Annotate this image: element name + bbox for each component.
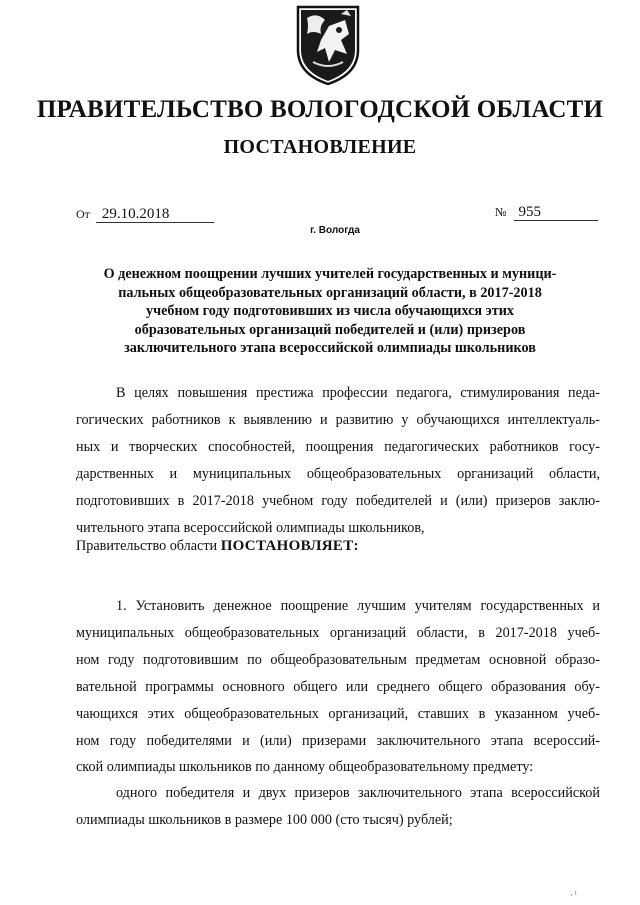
number-field <box>495 204 598 221</box>
subject-line: учебном году подготовивших из числа обучающихся этих <box>145 303 515 320</box>
text-line: В целях повышения престижа профессии педагога, стимулирования педа- <box>116 385 600 401</box>
decree-keyword: ПОСТАНОВЛЯЕТ: <box>220 538 359 554</box>
text-line: ном году победителями и (или) призерами заключительного этапа всероссий- <box>76 732 600 749</box>
subject-line: заключительного этапа всероссийской олимпиады школьников <box>124 340 536 357</box>
text-line: 1. Установить денежное поощрение лучшим учителям государственных и <box>116 598 600 614</box>
text-line: ном году подготовившим по общеобразовательным предметам основной образо- <box>76 651 600 668</box>
date-prefix: От <box>76 207 90 221</box>
subject-line: О денежном поощрении лучших учителей государственных и муници- <box>103 266 557 282</box>
subject-line: пальных общеобразовательных организаций области, в 2017-2018 <box>118 284 542 301</box>
preamble-paragraph <box>76 380 600 541</box>
paragraph-2 <box>76 780 600 834</box>
coat-of-arms-icon <box>295 4 361 86</box>
text-line: дарственных и муниципальных общеобразовательных организаций области, <box>76 465 600 482</box>
text-line: чительного этапа всероссийской олимпиады школьников, <box>76 519 425 536</box>
text-line: ской олимпиады школьников по данному общеобразовательному предмету: <box>76 759 534 776</box>
paragraph-1 <box>76 593 600 781</box>
document-type: ПОСТАНОВЛЕНИЕ <box>223 136 417 158</box>
number-prefix: № <box>495 205 507 219</box>
text-line: подготовивших в 2017-2018 учебном году победителей и (или) призеров заклю- <box>76 492 600 509</box>
text-line: одного победителя и двух призеров заключительного этапа всероссийской <box>116 785 600 801</box>
number-value: 955 <box>514 204 598 221</box>
text-line: гогических работников к выявлению и развитию у обучающихся интеллектуаль- <box>76 411 600 428</box>
date-value: 29.10.2018 <box>96 206 214 223</box>
text-line: ных и творческих способностей, поощрения педагогических работников госу- <box>76 438 600 455</box>
text-line: чающихся этих общеобразовательных организаций, ставших в указанном учеб- <box>76 705 600 722</box>
document-subject <box>70 265 590 358</box>
decree-line <box>76 533 600 560</box>
decree-prefix: Правительство области <box>76 538 218 554</box>
date-field <box>76 206 214 223</box>
subject-line: образовательных организаций победителей и (или) призеров <box>134 321 526 338</box>
text-line: олимпиады школьников в размере 100 000 (сто тысяч) рублей; <box>76 811 453 828</box>
text-line: вательной программы основного общего или среднего общего образования обу- <box>76 678 600 695</box>
government-title: ПРАВИТЕЛЬСТВО ВОЛОГОДСКОЙ ОБЛАСТИ <box>36 96 604 123</box>
city-label: г. Вологда <box>310 225 360 236</box>
text-line: муниципальных общеобразовательных организаций области, в 2017-2018 учеб- <box>76 624 600 641</box>
scan-artifact: ‚ ı <box>570 888 577 897</box>
